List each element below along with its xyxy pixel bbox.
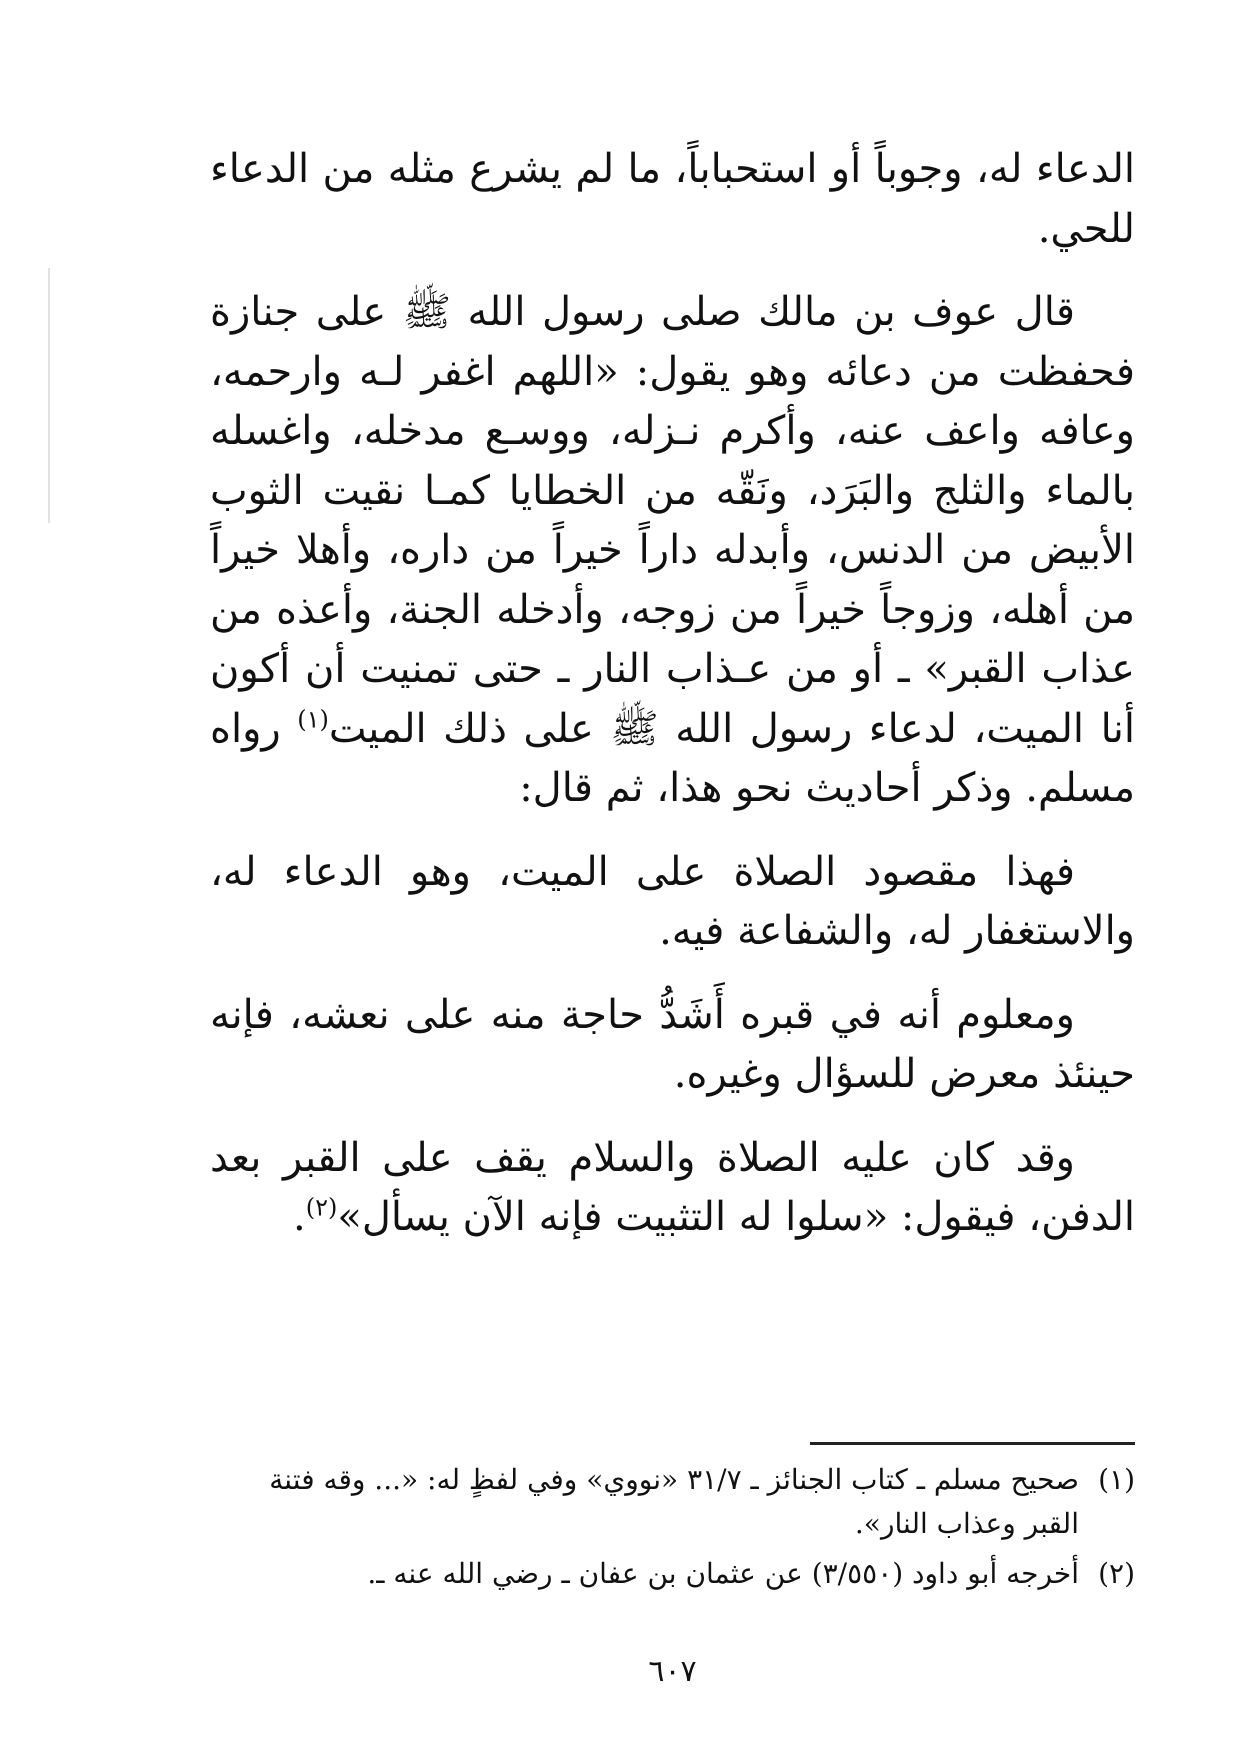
footnote-separator <box>810 1442 1135 1445</box>
footnote-ref-1[interactable]: (١) <box>297 705 329 734</box>
footnotes <box>210 1458 1135 1602</box>
paragraph-2-text: قال عوف بن مالك صلى رسول الله ﷺ على جنازة فحفظت من دعائه وهو يقول: «اللهم اغفر لـه وارحمه، وعافه واعف عنه، وأكرم نـزله، ووسـع مدخله، واغسله بالماء والثلج والبَرَد، ونَقّه من الخطايا كمـا نقيت الثوب الأبيض من الدنس، وأبدله داراً خيراً من داره، وأهلا خيراً من أهله، وزوجاً خيراً من زوجه، وأدخله الجنة، وأعذه من عذاب القبر» ـ أو من عـذاب النار ـ حتى تمنيت أن أكون أنا الميت، لدعاء رسول الله ﷺ على ذلك الميت <box>210 289 1136 752</box>
footnote-2-mark: (٢) <box>1098 1557 1135 1590</box>
paragraph-3 <box>210 843 1135 962</box>
footnote-1 <box>210 1458 1135 1546</box>
paragraph-1-text: الدعاء له، وجوباً أو استحباباً، ما لم يشرع مثله من الدعاء للحي. <box>210 146 1135 252</box>
book-page <box>210 0 1135 1754</box>
paragraph-5 <box>210 1129 1135 1248</box>
paragraph-3-text: فهذا مقصود الصلاة على الميت، وهو الدعاء له، والاستغفار له، والشفاعة فيه. <box>210 848 1135 954</box>
footnote-1-text: صحيح مسلم ـ كتاب الجنائز ـ ٣١/٧ «نووي» وفي لفظٍ له: «... وقه فتنة القبر وعذاب النار». <box>269 1463 1079 1540</box>
paragraph-4 <box>210 986 1135 1105</box>
paragraph-2-continuation: رواه مسلم. وذكر أحاديث نحو هذا، ثم قال: <box>210 705 1135 811</box>
footnote-ref-2[interactable]: (٢) <box>305 1193 338 1222</box>
paragraph-1 <box>210 140 1135 259</box>
footnote-2-text: أخرجه أبو داود (٣/٥٥٠) عن عثمان بن عفان ـ رضي الله عنه ـ. <box>367 1557 1079 1590</box>
paragraph-5-end: . <box>293 1194 306 1240</box>
paragraph-2 <box>210 283 1135 819</box>
page-number: ٦٠٧ <box>648 1654 697 1689</box>
footnote-1-mark: (١) <box>1098 1463 1135 1496</box>
paragraph-5-text: وقد كان عليه الصلاة والسلام يقف على القبر بعد الدفن، فيقول: «سلوا له التثبيت فإنه الآن يسأل» <box>210 1134 1135 1240</box>
paragraph-4-text: ومعلوم أنه في قبره أَشَدُّ حاجة منه على نعشه، فإنه حينئذ معرض للسؤال وغيره. <box>210 991 1135 1097</box>
footnote-2 <box>210 1552 1135 1596</box>
scan-edge-mark <box>48 268 50 523</box>
main-text <box>210 140 1135 1272</box>
